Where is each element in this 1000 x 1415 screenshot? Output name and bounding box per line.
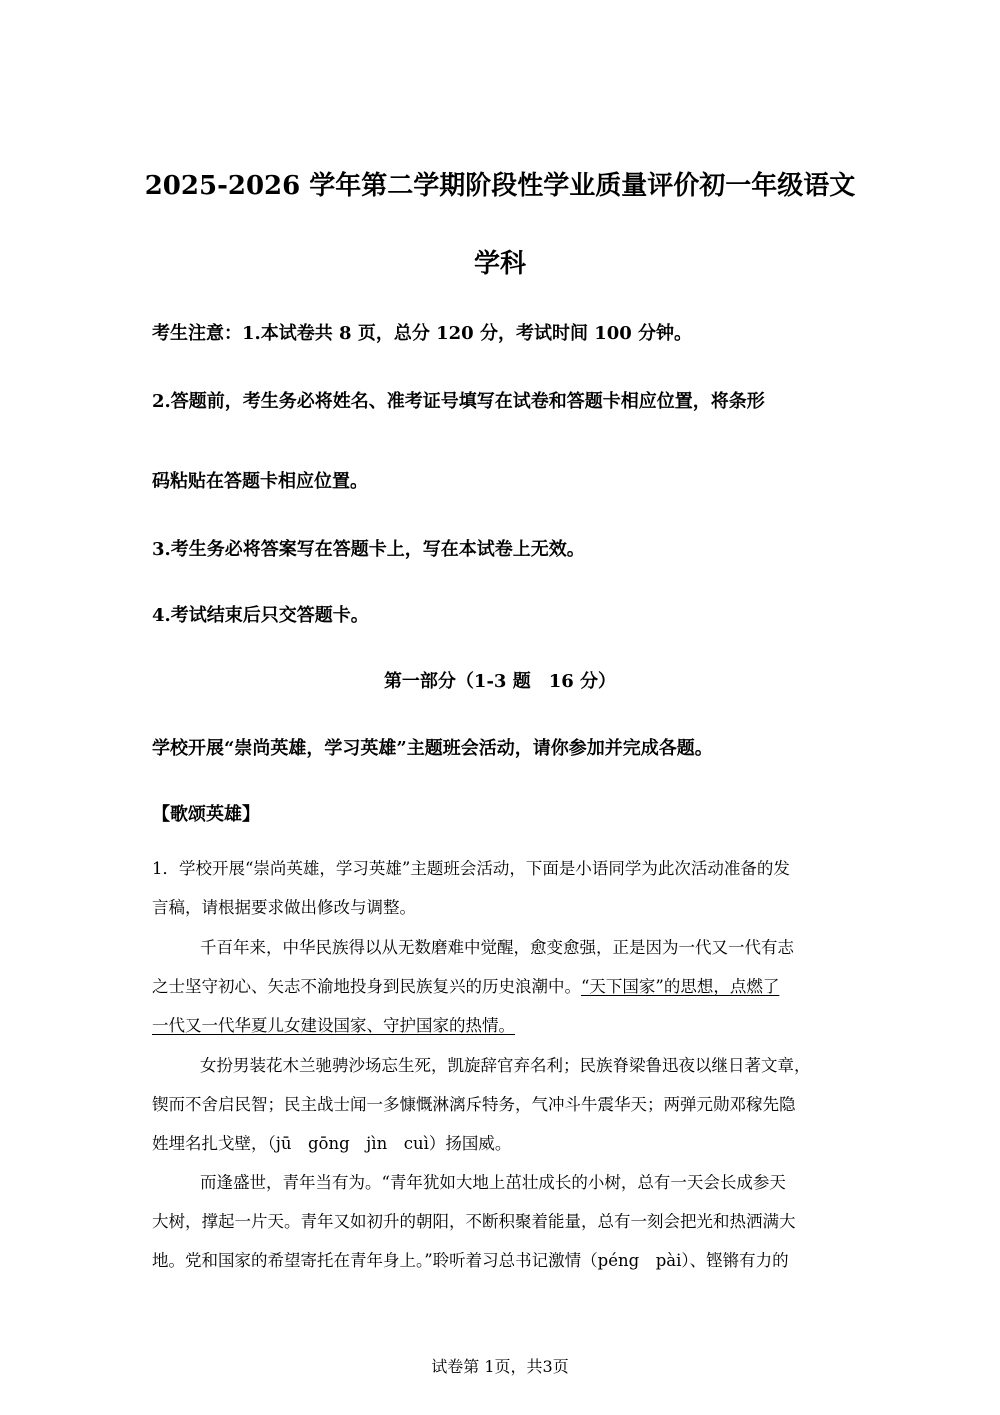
notice-item-2-line-2: 码粘贴在答题卡相应位置。	[152, 471, 368, 492]
exam-title-line-2: 学科	[473, 249, 526, 279]
notice-item-4: 4.考试结束后只交答题卡。	[152, 605, 369, 626]
question-1-stem-line-1: 1．学校开展“崇尚英雄，学习英雄”主题班会活动，下面是小语同学为此次活动准备的发	[152, 859, 790, 878]
underlined-sentence-part-1: “天下国家”的思想，点燃了	[581, 977, 780, 996]
underlined-sentence-part-2: 一代又一代华夏儿女建设国家、守护国家的热情。	[152, 1016, 515, 1035]
passage-paragraph-2-line-1: 女扮男装花木兰驰骋沙场忘生死，凯旋辞官弃名利；民族脊梁鲁迅夜以继日著文章，	[200, 1056, 811, 1075]
section-heading: 【歌颂英雄】	[152, 804, 260, 825]
passage-paragraph-3-line-2: 大树，撑起一片天。青年又如初升的朝阳，不断积聚着能量，总有一刻会把光和热洒满大	[152, 1212, 796, 1231]
notice-item-1: 考生注意：1.本试卷共 8 页，总分 120 分，考试时间 100 分钟。	[152, 323, 693, 344]
passage-paragraph-1-line-2	[152, 976, 779, 998]
part-one-heading: 第一部分（1-3 题 16 分）	[383, 671, 617, 692]
passage-paragraph-3-line-1: 而逢盛世，青年当有为。“青年犹如大地上茁壮成长的小树，总有一天会长成参天	[200, 1173, 786, 1192]
passage-paragraph-2-line-2: 锲而不舍启民智；民主战士闻一多慷慨淋漓斥特务，气冲斗牛震华天；两弹元勋邓稼先隐	[152, 1095, 796, 1114]
passage-plain-text: 之士坚守初心、矢志不渝地投身到民族复兴的历史浪潮中。	[152, 977, 581, 996]
passage-paragraph-1-line-1: 千百年来，中华民族得以从无数磨难中觉醒，愈变愈强，正是因为一代又一代有志	[200, 938, 794, 957]
passage-paragraph-2-line-3: 姓埋名扎戈壁，（jū gōng jìn cuì）扬国威。	[152, 1134, 512, 1153]
exam-title-line-1: 2025-2026 学年第二学期阶段性学业质量评价初一年级语文	[144, 171, 856, 201]
question-1-stem-line-2: 言稿，请根据要求做出修改与调整。	[152, 898, 416, 917]
notice-item-3: 3.考生务必将答案写在答题卡上，写在本试卷上无效。	[152, 539, 585, 560]
part-one-intro: 学校开展“崇尚英雄，学习英雄”主题班会活动，请你参加并完成各题。	[152, 738, 713, 759]
passage-paragraph-3-line-3: 地。党和国家的希望寄托在青年身上。”聆听着习总书记激情（péng pài）、铿锵有力的	[152, 1251, 789, 1270]
notice-item-2-line-1: 2.答题前，考生务必将姓名、准考证号填写在试卷和答题卡相应位置，将条形	[152, 391, 765, 412]
page-footer: 试卷第 1页，共3页	[431, 1357, 569, 1376]
